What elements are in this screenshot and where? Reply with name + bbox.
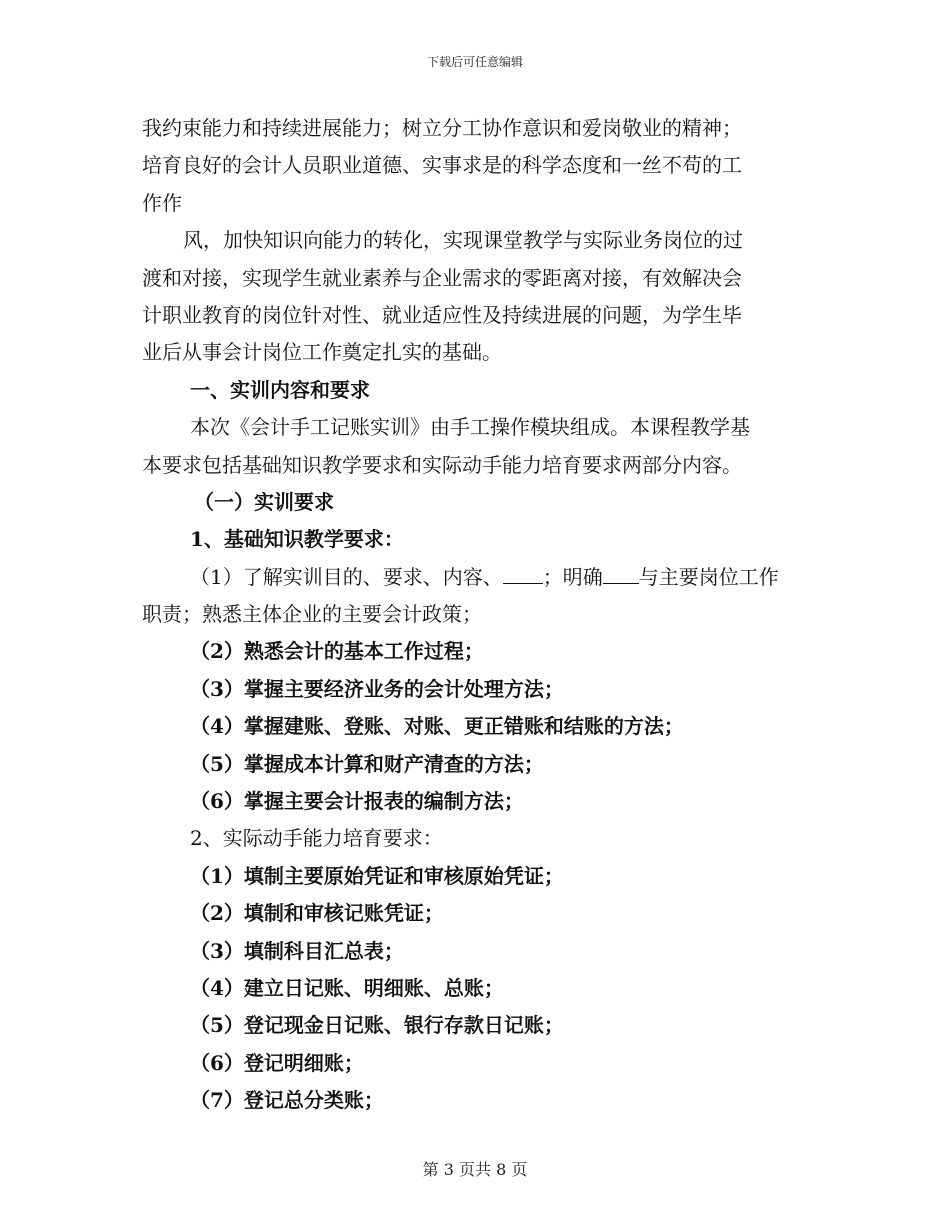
subsection-heading: （一）实训要求 [194,489,334,514]
list-item: （3）填制科目汇总表； [190,938,404,963]
fill-blank [603,563,639,584]
paragraph-line: 渡和对接，实现学生就业素养与企业需求的零距离对接，有效解决会 [142,265,742,290]
list-item-text: （1）了解实训目的、要求、内容、 [190,564,503,589]
fill-blank [503,563,543,584]
list-item: （3）掌握主要经济业务的会计处理方法； [190,676,564,701]
paragraph-line: 我约束能力和持续进展能力；树立分工协作意识和爱岗敬业的精神； [142,116,742,140]
section-heading: 一、实训内容和要求 [190,377,370,402]
list-item-text: 与主要岗位工作 [638,564,779,589]
paragraph-line: 培育良好的会计人员职业道德、实事求是的科学态度和一丝不苟的工 [142,153,742,178]
list-item: （7）登记总分类账； [190,1088,384,1113]
list-item-text: ；明确 [542,564,603,589]
list-item: 职责；熟悉主体企业的主要会计政策； [142,602,482,627]
paragraph-line: 风，加快知识向能力的转化，实现课堂教学与实际业务岗位的过 [183,228,743,253]
list-item: （6）掌握主要会计报表的编制方法； [190,789,524,814]
list-item [142,559,810,596]
list-item: （1）填制主要原始凭证和审核原始凭证； [190,863,564,888]
list-item: （6）登记明细账； [190,1050,364,1075]
subsection-heading: 1、基础知识教学要求： [190,527,404,552]
page-header: 下载后可任意编辑 [426,55,523,69]
list-item: （2）熟悉会计的基本工作过程； [190,639,484,664]
list-item: （2）填制和审核记账凭证； [190,901,444,926]
list-item: （5）掌握成本计算和财产清查的方法； [190,751,544,776]
document-body [142,110,810,1120]
list-item: （4）掌握建账、登账、对账、更正错账和结账的方法； [190,714,684,739]
paragraph-line: 计职业教育的岗位针对性、就业适应性及持续进展的问题，为学生毕 [142,302,742,327]
page-footer: 第 3 页共 8 页 [422,1160,528,1179]
list-item: （4）建立日记账、明细账、总账； [190,975,504,1000]
paragraph-line: 作作 [142,190,182,215]
paragraph-line: 本次《会计手工记账实训》由手工操作模块组成。本课程教学基 [190,415,750,440]
subsection-heading: 2、实际动手能力培育要求： [190,826,443,851]
list-item: （5）登记现金日记账、银行存款日记账； [190,1013,564,1038]
paragraph-line: 业后从事会计岗位工作奠定扎实的基础。 [142,340,502,365]
paragraph-line: 本要求包括基础知识教学要求和实际动手能力培育要求两部分内容。 [142,452,742,477]
